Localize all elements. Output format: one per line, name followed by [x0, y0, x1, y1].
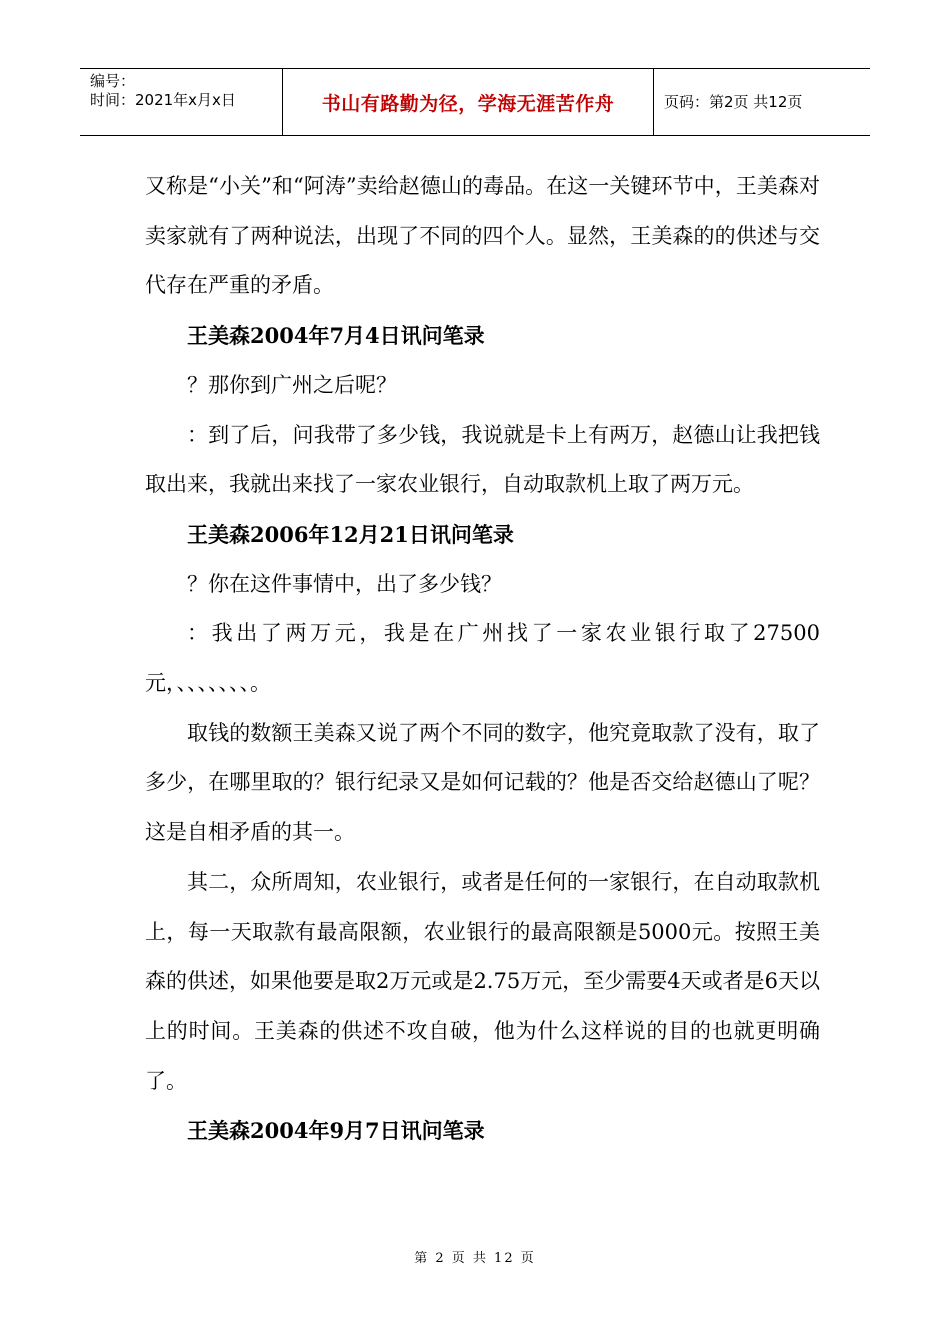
serial-label: 编号： [90, 72, 136, 90]
paragraph: 其二，众所周知，农业银行，或者是任何的一家银行，在自动取款机上，每一天取款有最高限额，农业银行的最高限额是5000元。按照王美森的供述，如果他要是取2万元或是2.75万元，至少需要4天或者是6天以上的时间。王美森的供述不攻自破，他为什么这样说的目的也就更明确了。 [145, 869, 820, 1093]
time-label: 时间：2021年x月x日 [90, 91, 236, 109]
page-footer: 第 2 页 共 12 页 [414, 1251, 536, 1266]
answer-paragraph: ：到了后，问我带了多少钱，我说就是卡上有两万，赵德山让我把钱取出来，我就出来找了一家农业银行，自动取款机上取了两万元。 [145, 422, 820, 497]
page-number-label: 页码：第2页 共12页 [664, 93, 803, 111]
section-heading: 王美森2004年7月4日讯问笔录 [187, 323, 485, 349]
paragraph: 又称是“小关”和“阿涛”卖给赵德山的毒品。在这一关键环节中，王美森对卖家就有了两种说法，出现了不同的四个人。显然，王美森的的供述与交代存在严重的矛盾。 [145, 174, 820, 298]
header-motto-cell [282, 69, 654, 135]
answer-paragraph: ：我出了两万元，我是在广州找了一家农业银行取了27500元，、、、、、、、。 [145, 621, 820, 696]
header-left-cell [80, 69, 282, 135]
section-heading: 王美森2006年12月21日讯问笔录 [187, 521, 514, 547]
paragraph: 取钱的数额王美森又说了两个不同的数字，他究竟取款了没有，取了多少，在哪里取的？银行纪录又是如何记载的？他是否交给赵德山了呢？这是自相矛盾的其一。 [145, 720, 820, 845]
header-right-cell [654, 69, 870, 135]
question-line: ？那你到广州之后呢？ [187, 372, 397, 397]
page-header [80, 68, 870, 136]
document-body [145, 162, 820, 1156]
header-motto: 书山有路勤为径，学海无涯苦作舟 [321, 92, 615, 115]
section-heading: 王美森2004年9月7日讯问笔录 [187, 1118, 485, 1144]
question-line: ？你在这件事情中，出了多少钱？ [187, 571, 502, 596]
